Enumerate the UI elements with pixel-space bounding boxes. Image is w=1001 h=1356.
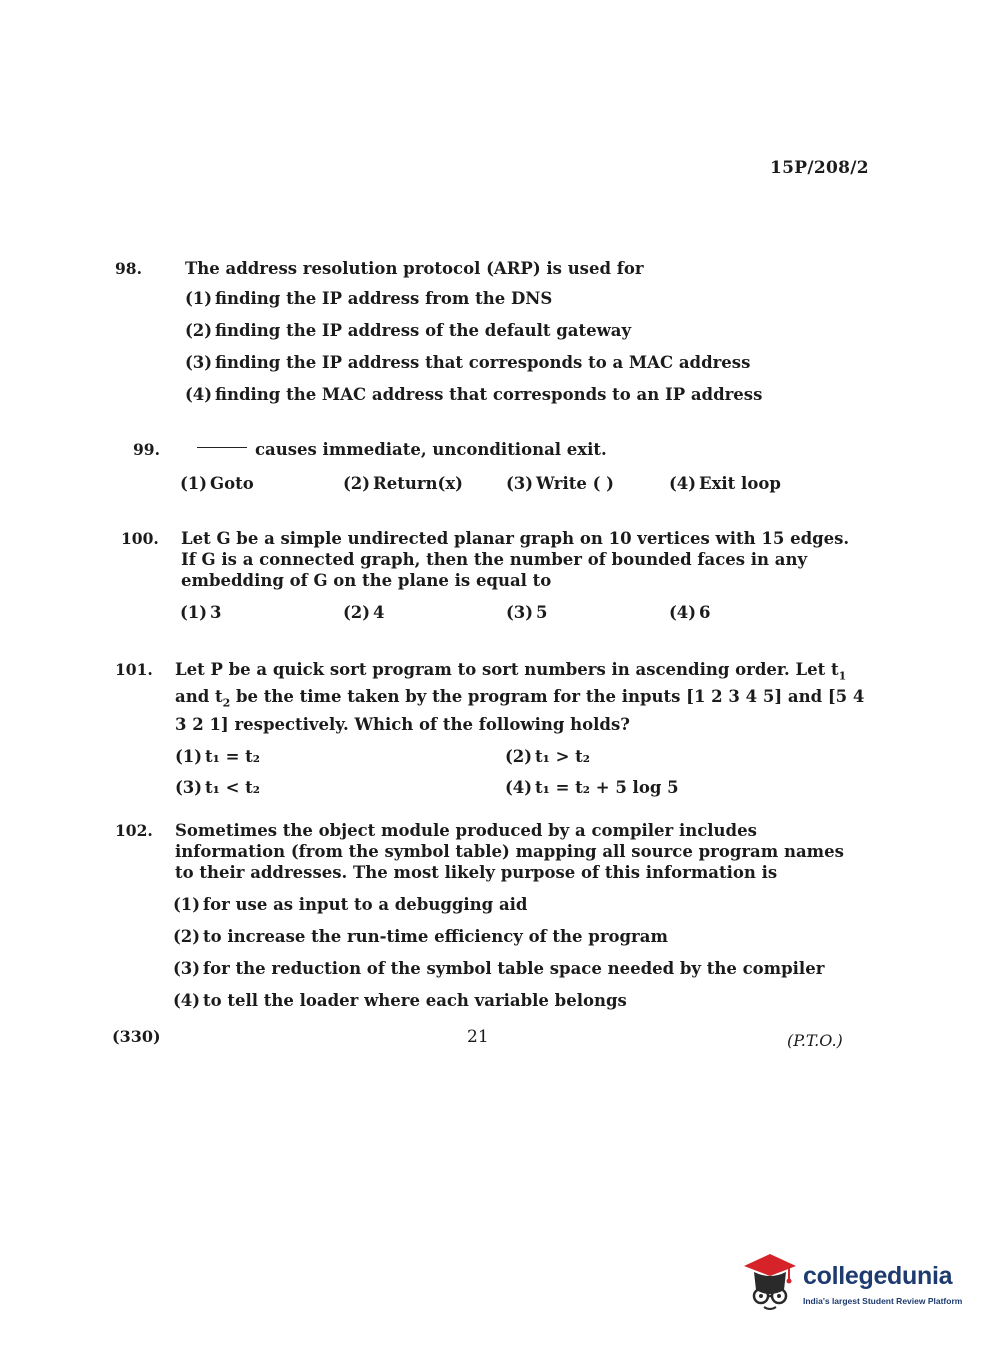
option-item: (2) 4 [343,603,385,622]
paper-code: 15P/208/2 [770,158,869,178]
mascot-icon [740,1250,800,1314]
option-item: (1) for use as input to a debugging aid [173,895,528,914]
option-item: (3) t₁ < t₂ [175,777,261,797]
option-list [180,474,865,493]
option-item: (4) Exit loop [669,474,781,493]
option-item: (1) 3 [180,603,222,622]
option-item: (4) finding the MAC address that corresponds to an IP address [185,385,763,404]
option-list [180,603,865,622]
option-list [185,283,865,411]
brand-tagline: India's largest Student Review Platform [803,1296,963,1306]
footer-code: (330) [112,1027,161,1046]
option-list [173,889,865,1017]
question-102 [115,820,865,1017]
option-item: (2) to increase the run-time efficiency of the program [173,927,668,946]
option-item: (3) finding the IP address that corresponds to a MAC address [185,353,751,372]
question-text: Let G be a simple undirected planar graph on 10 vertices with 15 edges. If G is a connected graph, then the number of bounded faces in any embedding of G on the plane is equal to [181,529,850,590]
page-number: 21 [467,1027,489,1047]
question-number: 101. [115,660,153,679]
option-item: (2) Return(x) [343,474,463,493]
option-item: (4) to tell the loader where each variable belongs [173,991,627,1010]
brand-name: collegedunia [803,1262,953,1290]
question-number: 100. [121,529,159,548]
option-item: (1) Goto [180,474,254,493]
question-number: 98. [115,259,142,278]
pto-label: (P.T.O.) [787,1031,843,1050]
question-98 [115,258,865,411]
option-item: (1) finding the IP address from the DNS [185,289,553,308]
option-item: (3) Write ( ) [506,474,614,493]
option-item: (3) for the reduction of the symbol table space needed by the compiler [173,959,825,978]
blank-line [197,447,247,448]
question-100 [115,528,865,622]
option-item: (4) t₁ = t₂ + 5 log 5 [505,777,679,797]
option-item: (2) finding the IP address of the default gateway [185,321,632,340]
question-99 [115,439,865,493]
option-item: (3) 5 [506,603,548,622]
option-item: (1) t₁ = t₂ [175,746,261,766]
question-text: The address resolution protocol (ARP) is used for [185,259,644,278]
question-number: 102. [115,821,153,840]
question-number: 99. [133,440,160,459]
question-text: causes immediate, unconditional exit. [183,439,865,460]
option-item: (2) t₁ > t₂ [505,746,591,766]
option-item: (4) 6 [669,603,711,622]
question-101 [115,659,865,797]
question-text: Sometimes the object module produced by a compiler includes information (from the symbol table) mapping all source program names to their addresses. The most likely purpose of this information is [175,821,844,882]
question-text: Let P be a quick sort program to sort numbers in ascending order. Let $t_1$ and $t_2$ be the time taken by the program for the inputs [1 2 3 4 5] and [5 4 3 2 1] respectively. Which of the following holds? [175,660,865,734]
option-list [175,747,865,797]
collegedunia-watermark [740,1250,980,1320]
